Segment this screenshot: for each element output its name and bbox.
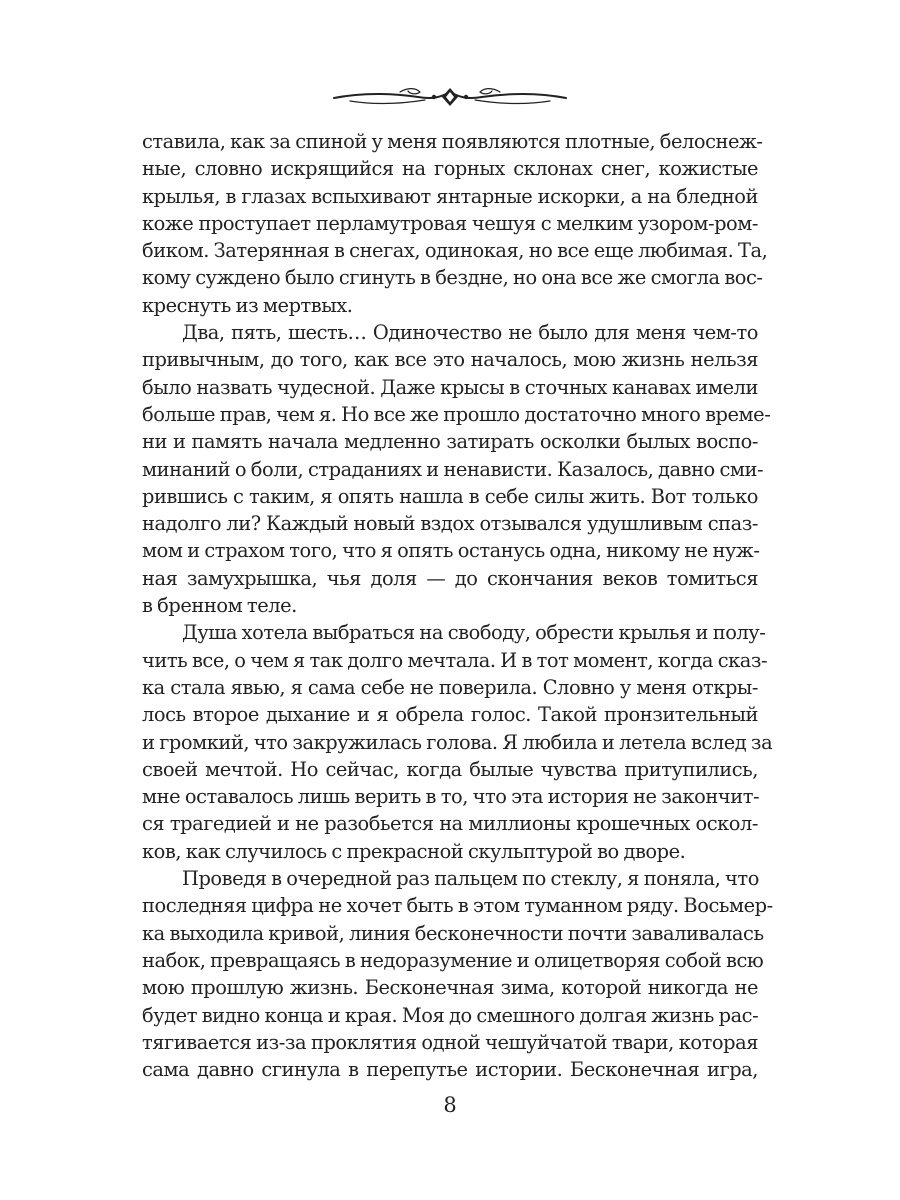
text-line: ков, как случилось с прекрасной скульптурой во дворе. <box>142 839 686 863</box>
text-line: было назвать чудесной. Даже крысы в сточных канавах имели <box>142 375 758 399</box>
text-line: ни и память начала медленно затирать осколки былых воспо- <box>142 430 758 454</box>
text-line: коже проступает перламутровая чешуя с мелким узором-ром- <box>142 211 758 235</box>
text-line: кому суждено было сгинуть в бездне, но она все же смогла вос- <box>142 266 763 290</box>
text-line: последняя цифра не хочет быть в этом туманном ряду. Восьмер- <box>142 894 773 918</box>
text-line: Душа хотела выбраться на свободу, обрести крылья и полу- <box>182 621 766 645</box>
text-line: мом и страхом того, что я опять останусь одна, никому не нуж- <box>142 539 760 563</box>
text-line: больше прав, чем я. Но все же прошло достаточно много време- <box>142 402 771 426</box>
text-line: ставила, как за спиной у меня появляются плотные, белоснеж- <box>142 130 763 153</box>
text-line: лось второе дыхание и я обрела голос. Такой пронзительный <box>142 703 758 727</box>
text-line: биком. Затерянная в снегах, одинокая, но все еще любимая. Та, <box>142 239 768 263</box>
text-line: мне оставалось лишь верить в то, что эта история не закончит- <box>142 785 760 809</box>
text-line: ные, словно искрящийся на горных склонах снег, кожистые <box>142 157 758 181</box>
text-line: мою прошлую жизнь. Бесконечная зима, которой никогда не <box>142 976 758 1000</box>
text-line: и громкий, что закружилась голова. Я любила и летела вслед за <box>142 730 773 754</box>
text-line: ся трагедией и не разобьется на миллионы крошечных оскол- <box>142 812 758 836</box>
text-line: ка стала явью, я сама себе не поверила. Словно у меня откры- <box>142 675 758 699</box>
text-line: своей мечтой. Но сейчас, когда былые чувства притупились, <box>142 757 758 781</box>
body-text <box>142 128 773 1083</box>
text-line: Проведя в очередной раз пальцем по стеклу, я поняла, что <box>182 867 759 891</box>
text-line: тягивается из-за проклятия одной чешуйчатой твари, которая <box>142 1030 758 1054</box>
text-line: минаний о боли, страданиях и ненависти. Казалось, давно сми- <box>142 457 764 481</box>
text-line: сама давно сгинула в перепутье истории. Бесконечная игра, <box>142 1058 758 1082</box>
text-line: будет видно конца и края. Моя до смешного долгая жизнь рас- <box>142 1003 759 1027</box>
text-line: ка выходила кривой, линия бесконечности почти заваливалась <box>142 921 764 945</box>
text-line: крылья, в глазах вспыхивают янтарные искорки, а на бледной <box>142 184 758 208</box>
text-line: привычным, до того, как все это началось, мою жизнь нельзя <box>142 348 758 372</box>
text-line: набок, превращаясь в недоразумение и олицетворяя собой всю <box>142 948 764 972</box>
text-line: рившись с таким, я опять нашла в себе силы жить. Вот только <box>142 484 758 508</box>
ornamental-divider-icon <box>330 84 570 110</box>
text-line: ная замухрышка, чья доля — до скончания веков томиться <box>142 566 758 590</box>
page-number: 8 <box>443 1093 457 1117</box>
text-line: чить все, о чем я так долго мечтала. И в тот момент, когда сказ- <box>142 648 768 672</box>
text-line: в бренном теле. <box>142 594 297 618</box>
text-line: Два, пять, шесть… Одиночество не было для меня чем-то <box>182 321 758 345</box>
text-line: надолго ли? Каждый новый вздох отзывался удушливым спаз- <box>142 512 758 536</box>
text-line: креснуть из мертвых. <box>142 293 353 317</box>
